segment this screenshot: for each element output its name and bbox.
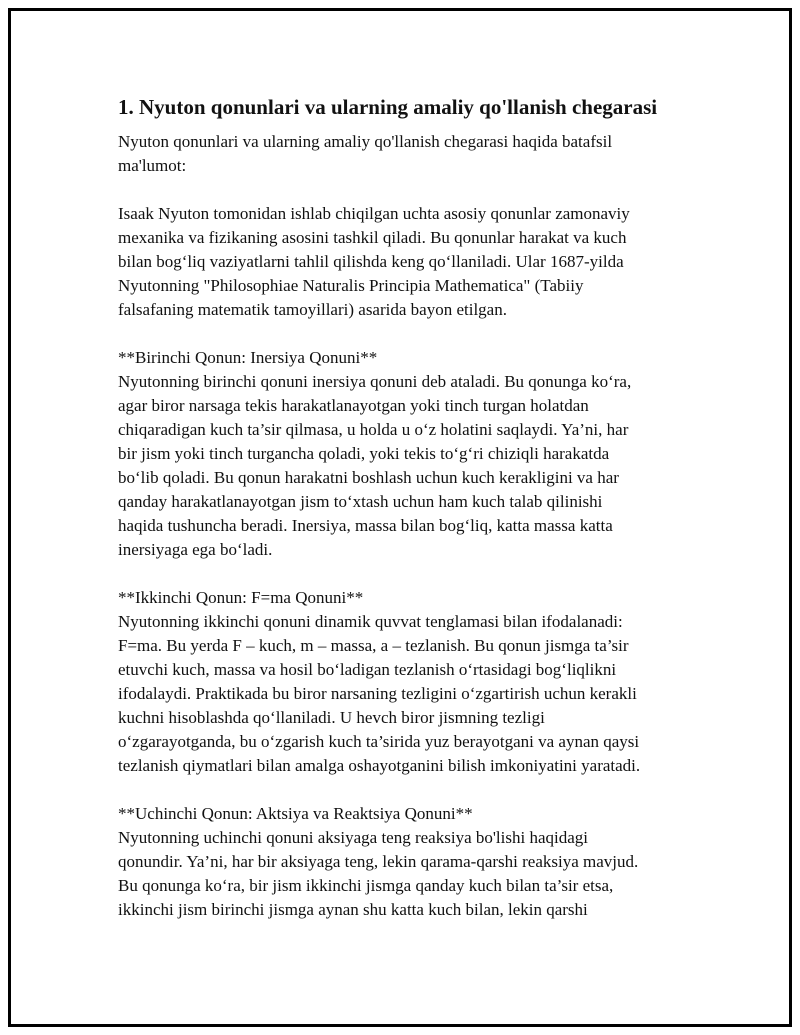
text-line: haqida tushuncha beradi. Inersiya, massa bilan bog‘liq, katta massa katta [118, 516, 613, 535]
text-line: qonundir. Ya’ni, har bir aksiyaga teng, lekin qarama-qarshi reaksiya mavjud. [118, 852, 639, 871]
document-body [118, 130, 688, 922]
paragraph-gap [118, 778, 688, 802]
text-line: **Uchinchi Qonun: Aktsiya va Reaktsiya Qonuni** [118, 804, 473, 823]
text-line: tezlanish qiymatlari bilan amalga oshayotganini bilish imkoniyatini yaratadi. [118, 756, 641, 775]
text-line: kuchni hisoblashda qo‘llaniladi. U hevch biror jismning tezligi [118, 708, 545, 727]
text-line: F=ma. Bu yerda F – kuch, m – massa, a – tezlanish. Bu qonun jismga ta’sir [118, 636, 629, 655]
text-line: Nyutonning uchinchi qonuni aksiyaga teng reaksiya bo'lishi haqidagi [118, 828, 588, 847]
text-line: chiqaradigan kuch ta’sir qilmasa, u holda u o‘z holatini saqlaydi. Ya’ni, har [118, 420, 629, 439]
text-line: ikkinchi jism birinchi jismga aynan shu katta kuch bilan, lekin qarshi [118, 900, 588, 919]
paragraph [118, 586, 688, 778]
text-line: Nyuton qonunlari va ularning amaliy qo'llanish chegarasi haqida batafsil [118, 132, 613, 151]
text-line: bo‘lib qoladi. Bu qonun harakatni boshlash uchun kuch kerakligini va har [118, 468, 619, 487]
text-line: o‘zgarayotganda, bu o‘zgarish kuch ta’sirida yuz berayotgani va aynan qaysi [118, 732, 640, 751]
text-line: **Birinchi Qonun: Inersiya Qonuni** [118, 348, 378, 367]
text-line: **Ikkinchi Qonun: F=ma Qonuni** [118, 588, 364, 607]
paragraph [118, 202, 688, 322]
paragraph-gap [118, 322, 688, 346]
text-line: bilan bog‘liq vaziyatlarni tahlil qilishda keng qo‘llaniladi. Ular 1687-yilda [118, 252, 624, 271]
text-line: Nyutonning ikkinchi qonuni dinamik quvvat tenglamasi bilan ifodalanadi: [118, 612, 623, 631]
text-line: bir jism yoki tinch turgancha qoladi, yoki tekis to‘g‘ri chiziqli harakatda [118, 444, 610, 463]
paragraph-gap [118, 562, 688, 586]
text-line: ma'lumot: [118, 156, 187, 175]
text-line: Bu qonunga ko‘ra, bir jism ikkinchi jismga qanday kuch bilan ta’sir etsa, [118, 876, 614, 895]
text-line: Nyutonning birinchi qonuni inersiya qonuni deb ataladi. Bu qonunga ko‘ra, [118, 372, 632, 391]
paragraph [118, 802, 688, 922]
text-line: Nyutonning "Philosophiae Naturalis Principia Mathematica" (Tabiiy [118, 276, 584, 295]
text-line: inersiyaga ega bo‘ladi. [118, 540, 273, 559]
document-content [118, 94, 688, 922]
text-line: ifodalaydi. Praktikada bu biror narsaning tezligini o‘zgartirish uchun kerakli [118, 684, 637, 703]
document-title: 1. Nyuton qonunlari va ularning amaliy qo'llanish chegarasi [118, 95, 658, 119]
text-line: etuvchi kuch, massa va hosil bo‘ladigan tezlanish o‘rtasidagi bog‘liqlikni [118, 660, 617, 679]
text-line: Isaak Nyuton tomonidan ishlab chiqilgan uchta asosiy qonunlar zamonaviy [118, 204, 630, 223]
text-line: mexanika va fizikaning asosini tashkil qiladi. Bu qonunlar harakat va kuch [118, 228, 627, 247]
paragraph-gap [118, 178, 688, 202]
text-line: qanday harakatlanayotgan jism to‘xtash uchun ham kuch talab qilinishi [118, 492, 603, 511]
paragraph [118, 130, 688, 178]
text-line: agar biror narsaga tekis harakatlanayotgan yoki tinch turgan holatdan [118, 396, 589, 415]
text-line: falsafaning matematik tamoyillari) asarida bayon etilgan. [118, 300, 507, 319]
paragraph [118, 346, 688, 562]
